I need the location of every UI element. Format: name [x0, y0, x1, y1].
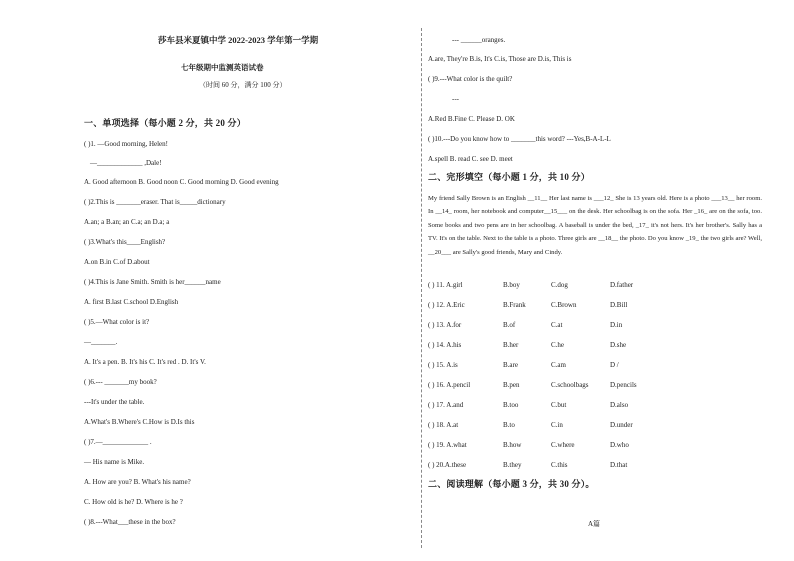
- question-line: A.What's B.Where's C.How is D.Is this: [84, 418, 195, 426]
- option-b: B.pen: [503, 381, 520, 389]
- option-d: D.that: [610, 461, 628, 469]
- question-line: A.Red B.Fine C. Please D. OK: [428, 115, 515, 123]
- question-line: ( )10.---Do you know how to _______this word? ---Yes,B-A-L-L: [428, 135, 611, 143]
- section3-heading: 二、阅读理解（每小题 3 分，共 30 分）。: [428, 479, 595, 489]
- section2-heading: 二、完形填空（每小题 1 分，共 10 分）: [428, 172, 590, 182]
- option-b: B.they: [503, 461, 522, 469]
- option-d: D.in: [610, 321, 623, 329]
- question-line: A.an; a B.an; an C.a; an D.a; a: [84, 218, 170, 226]
- option-b: B.of: [503, 321, 516, 329]
- question-line: A.are, They're B.is, It's C.is, Those are D.is, This is: [428, 55, 572, 63]
- option-a: ( ) 16. A.pencil: [428, 381, 471, 389]
- school-title: 莎车县米夏镇中学 2022-2023 学年第一学期: [158, 35, 319, 45]
- question-line: A.on B.in C.of D.about: [84, 258, 150, 266]
- option-d: D.under: [610, 421, 633, 429]
- option-c: C.but: [551, 401, 567, 409]
- option-c: C.am: [551, 361, 566, 369]
- exam-note: （时间 60 分，满分 100 分）: [199, 81, 287, 89]
- option-b: B.how: [503, 441, 522, 449]
- question-line: ---It's under the table.: [84, 398, 145, 406]
- option-a: ( ) 13. A.for: [428, 321, 462, 329]
- option-a: ( ) 17. A.and: [428, 401, 464, 409]
- option-c: C.he: [551, 341, 565, 349]
- option-a: ( ) 20.A.these: [428, 461, 467, 469]
- option-a: ( ) 19. A.what: [428, 441, 467, 449]
- section1-heading: 一、单项选择（每小题 2 分，共 20 分）: [84, 118, 246, 128]
- exam-title: 七年级期中监测英语试卷: [181, 63, 264, 72]
- question-line: ( )2.This is _______eraser. That is_____dictionary: [84, 198, 226, 206]
- question-line: ( )1. —Good morning, Helen!: [84, 140, 168, 148]
- option-d: D.pencils: [610, 381, 637, 389]
- question-line: ( )3.What's this____English?: [84, 238, 166, 246]
- option-c: C.in: [551, 421, 563, 429]
- option-d: D.who: [610, 441, 629, 449]
- question-line: ---: [452, 95, 459, 103]
- column-divider: [421, 28, 422, 548]
- question-line: A. Good afternoon B. Good noon C. Good morning D. Good evening: [84, 178, 279, 186]
- option-d: D /: [610, 361, 619, 369]
- cloze-passage: My friend Sally Brown is an English __11__ Her last name is ___12_ She is 13 years old. Here is a photo ___13__ her room. In __14_ room, her notebook and computer__15___ on the desk. Her schoolbag is on the sofa. Her _16_ are on the sofa, too. Some books and two pens are in her schoolbag. A baseball is under the bed, _17_ it's not hers. It's her brother's. Sally has a TV. It's on the table. Next to the table is a photo. Three girls are __18__ the photo. Do you know _19_ the two girls are? Well, __20___ are Sally's good friends, Mary and Cindy.: [428, 195, 762, 256]
- option-c: C.at: [551, 321, 563, 329]
- question-line: ( )6.--- _______my book?: [84, 378, 157, 386]
- question-line: ( )7.—_____________ .: [84, 438, 152, 446]
- option-b: B.are: [503, 361, 518, 369]
- option-d: D.Bill: [610, 301, 628, 309]
- option-a: ( ) 14. A.his: [428, 341, 462, 349]
- option-c: C.this: [551, 461, 568, 469]
- option-a: ( ) 12. A.Eric: [428, 301, 465, 309]
- option-d: D.father: [610, 281, 634, 289]
- question-line: A. How are you? B. What's his name?: [84, 478, 191, 486]
- question-line: A. first B.last C.school D.English: [84, 298, 179, 306]
- question-line: ( )4.This is Jane Smith. Smith is her______name: [84, 278, 221, 286]
- option-c: C.schoolbags: [551, 381, 589, 389]
- question-line: —_____________ ,Dale!: [90, 159, 162, 167]
- option-b: B.Frank: [503, 301, 526, 309]
- option-a: ( ) 11. A.girl: [428, 281, 463, 289]
- option-d: D.she: [610, 341, 627, 349]
- question-line: ( )9.---What color is the quilt?: [428, 75, 513, 83]
- option-c: C.where: [551, 441, 575, 449]
- question-line: C. How old is he? D. Where is he ?: [84, 498, 183, 506]
- question-line: ( )8.---What___these in the box?: [84, 518, 176, 526]
- option-b: B.to: [503, 421, 515, 429]
- question-line: --- ______oranges.: [452, 36, 506, 44]
- option-c: C.Brown: [551, 301, 577, 309]
- option-a: ( ) 18. A.at: [428, 421, 459, 429]
- option-d: D.also: [610, 401, 629, 409]
- option-b: B.too: [503, 401, 519, 409]
- option-b: B.her: [503, 341, 519, 349]
- passage-label: A篇: [588, 520, 601, 528]
- question-line: — His name is Mike.: [84, 458, 145, 466]
- question-line: —_______.: [84, 338, 118, 346]
- question-line: A. It's a pen. B. It's his C. It's red . D. It's V.: [84, 358, 206, 366]
- option-a: ( ) 15. A.is: [428, 361, 458, 369]
- option-b: B.boy: [503, 281, 520, 289]
- option-c: C.dog: [551, 281, 568, 289]
- question-line: ( )5.—What color is it?: [84, 318, 150, 326]
- question-line: A.spell B. read C. see D. meet: [428, 155, 513, 163]
